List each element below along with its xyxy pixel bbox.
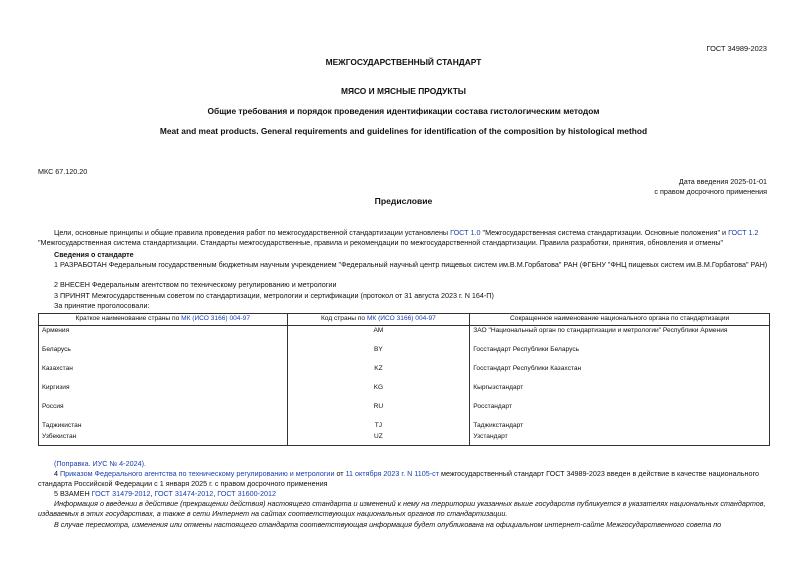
mk-iso-link-col2[interactable]: МК (ИСО 3166) 004-97 — [366, 315, 436, 322]
voted-label: За принятие проголосовали: — [54, 301, 150, 310]
mks-code: МКС 67.120.20 — [38, 167, 88, 176]
column-header-country — [39, 314, 288, 326]
item5-text: 5 ВЗАМЕН — [54, 489, 92, 498]
national-body-cell — [470, 325, 770, 445]
gost-31600-link[interactable]: ГОСТ 31600-2012 — [217, 489, 277, 498]
item4-text-1: от — [334, 469, 346, 478]
body-kyrgyzstan: Кыргызстандарт — [473, 383, 524, 391]
country-kyrgyzstan: Киргизия — [42, 383, 70, 391]
early-application-note: с правом досрочного применения — [654, 187, 767, 196]
country-armenia: Армения — [42, 326, 70, 334]
item-3-adopted: 3 ПРИНЯТ Межгосударственным советом по стандартизации, метрологии и сертификации (протокол от 31 августа 2023 г. N 164-П) — [54, 291, 494, 300]
gost-1-2-link[interactable]: ГОСТ 1.2 — [728, 228, 759, 237]
column-header-code — [287, 314, 470, 326]
gost-31479-link[interactable]: ГОСТ 31479-2012 — [91, 489, 151, 498]
goals-paragraph — [38, 228, 770, 247]
order-link[interactable]: Приказом Федерального агентства по техническому регулированию и метрологии — [60, 469, 335, 478]
country-belarus: Беларусь — [42, 345, 71, 353]
item-2-submitted: 2 ВНЕСЕН Федеральным агентством по техническому регулированию и метрологии — [54, 280, 337, 289]
country-kazakhstan: Казахстан — [42, 364, 73, 372]
title-russian: Общие требования и порядок проведения идентификации состава гистологическим методом — [207, 106, 600, 116]
title-english: Meat and meat products. General requirements and guidelines for identification of the composition by histological method — [159, 126, 648, 136]
code-tj: TJ — [374, 421, 383, 429]
product-heading: МЯСО И МЯСНЫЕ ПРОДУКТЫ — [340, 86, 467, 96]
separator-2: , — [213, 489, 218, 498]
code-ru: RU — [373, 402, 384, 410]
goals-text-2: "Межгосударственная система стандартизации. Основные положения" и — [480, 228, 729, 237]
item-5-replaces — [54, 489, 786, 499]
column-header-body: Сокращенное наименование национального органа по стандартизации — [470, 314, 770, 326]
code-by: BY — [374, 345, 383, 353]
code-kz: KZ — [374, 364, 383, 372]
info-publication-note: Информация о введении в действие (прекращении действия) настоящего стандарта и изменений к нему на территории указанных выше государств публикуется в указателях национальных стандартов, издаваемых в этих государствах, а также в сети Интернет на сайтах соответствующих национальных органов по стандартизации. — [38, 499, 766, 518]
standard-type-heading: МЕЖГОСУДАРСТВЕННЫЙ СТАНДАРТ — [325, 57, 482, 67]
goals-text-1: Цели, основные принципы и общие правила проведения работ по межгосударственной стандартизации установлены — [54, 228, 451, 237]
introduction-date: Дата введения 2025-01-01 — [678, 177, 767, 186]
amendment-link[interactable]: (Поправка. ИУС № 4-2024). — [54, 459, 146, 468]
mk-iso-link-col1[interactable]: МК (ИСО 3166) 004-97 — [181, 315, 250, 322]
code-am: AM — [373, 326, 384, 334]
separator-1: , — [150, 489, 155, 498]
country-cell — [39, 325, 288, 445]
foreword-heading: Предисловие — [374, 196, 433, 206]
body-armenia: ЗАО "Национальный орган по стандартизации и метрологии" Республики Армения — [473, 326, 728, 334]
gost-31474-link[interactable]: ГОСТ 31474-2012 — [154, 489, 214, 498]
body-russia: Росстандарт — [473, 402, 512, 410]
country-russia: Россия — [42, 402, 64, 410]
body-uzbekistan: Узстандарт — [473, 432, 508, 440]
code-uz: UZ — [374, 432, 383, 440]
order-date-link[interactable]: 11 октября 2023 г. N 1105-ст — [345, 469, 440, 478]
body-kazakhstan: Госстандарт Республики Казахстан — [473, 364, 582, 372]
table-row — [39, 325, 770, 445]
country-tajikistan: Таджикистан — [42, 421, 82, 429]
code-kg: KG — [373, 383, 384, 391]
body-tajikistan: Таджикстандарт — [473, 421, 524, 429]
goals-text-3: "Межгосударственная система стандартизации. Стандарты межгосударственные, правила и рекомендации по межгосударственной стандартизации. Правила разработки, принятия, обновления и отмены" — [38, 237, 724, 247]
table-header-row — [39, 314, 770, 326]
item-1-developed: 1 РАЗРАБОТАН Федеральным государственным бюджетным научным учреждением "Федеральный научный центр пищевых систем им.В.М.Горбатова" РАН (ФГБНУ "ФНЦ пищевых систем им.В.М.Горбатова" РАН) — [54, 260, 768, 269]
col2-text: Код страны по — [320, 315, 367, 322]
voting-countries-table — [38, 313, 770, 446]
body-belarus: Госстандарт Республики Беларусь — [473, 345, 580, 353]
code-cell — [287, 325, 470, 445]
item4-text-2: межгосударственный стандарт ГОСТ 34989-2023 введен в действие в качестве национального стандарта Российской Федерации с 1 января 2025 г. с правом досрочного применения — [38, 469, 759, 488]
item-4-enacted — [38, 469, 770, 488]
col1-text: Краткое наименование страны по — [75, 315, 182, 322]
info-heading: Сведения о стандарте — [54, 250, 134, 259]
country-uzbekistan: Узбекистан — [42, 432, 77, 440]
item4-number: 4 — [54, 469, 60, 478]
gost-1-0-link[interactable]: ГОСТ 1.0 — [450, 228, 481, 237]
document-code: ГОСТ 34989-2023 — [706, 44, 767, 53]
revision-note: В случае пересмотра, изменения или отмены настоящего стандарта соответствующая информация будет опубликована на официальном интернет-сайте Межгосударственного совета по — [54, 520, 722, 529]
